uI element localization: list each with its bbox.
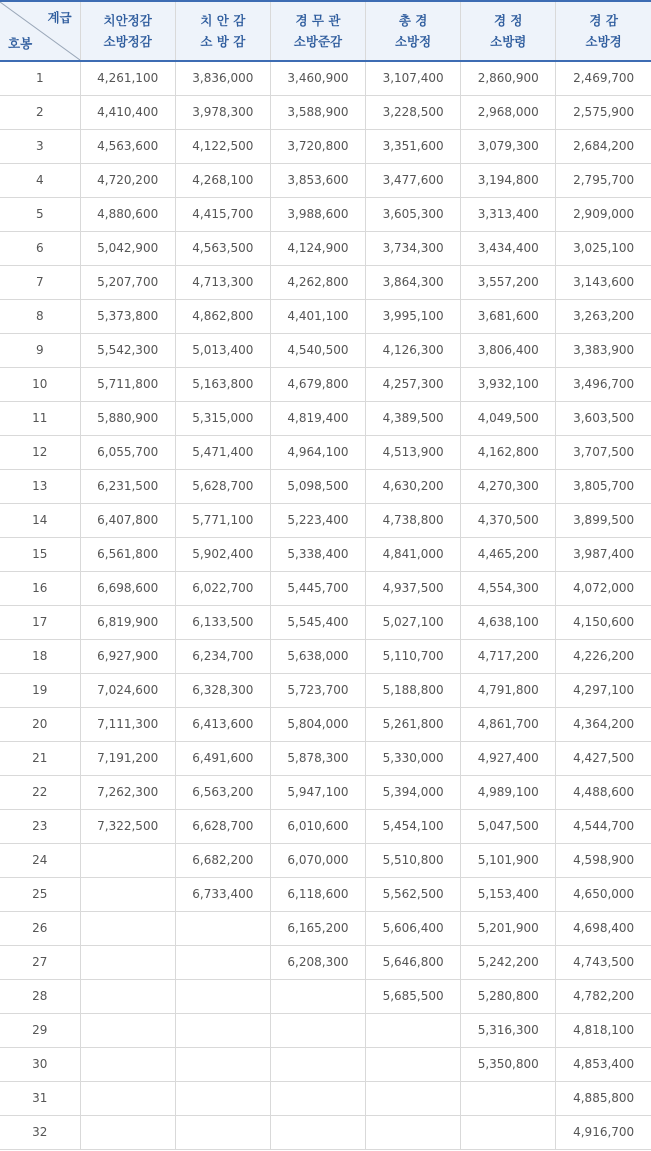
salary-cell: 4,226,200 [556,639,651,673]
salary-cell: 4,861,700 [461,707,556,741]
salary-cell: 4,072,000 [556,571,651,605]
table-row [0,503,651,537]
salary-cell [80,843,175,877]
salary-cell: 5,338,400 [270,537,365,571]
salary-cell: 6,070,000 [270,843,365,877]
table-row [0,537,651,571]
salary-cell: 3,987,400 [556,537,651,571]
salary-cell: 5,350,800 [461,1047,556,1081]
step-cell: 8 [0,299,80,333]
corner-header-cell [0,1,80,61]
table-row [0,741,651,775]
salary-cell: 4,782,200 [556,979,651,1013]
salary-cell: 5,445,700 [270,571,365,605]
salary-cell [366,1081,461,1115]
salary-cell: 5,280,800 [461,979,556,1013]
table-row [0,1013,651,1047]
salary-cell: 5,880,900 [80,401,175,435]
salary-cell: 3,681,600 [461,299,556,333]
salary-cell [80,911,175,945]
table-row [0,639,651,673]
step-cell: 15 [0,537,80,571]
salary-cell: 4,122,500 [175,129,270,163]
salary-cell: 6,733,400 [175,877,270,911]
salary-cell [80,1047,175,1081]
salary-cell [366,1013,461,1047]
salary-cell [270,1013,365,1047]
salary-cell: 7,262,300 [80,775,175,809]
salary-cell: 5,711,800 [80,367,175,401]
column-header-1 [80,1,175,61]
salary-cell: 4,415,700 [175,197,270,231]
salary-cell: 5,242,200 [461,945,556,979]
salary-cell: 5,153,400 [461,877,556,911]
salary-cell: 4,540,500 [270,333,365,367]
salary-cell: 4,268,100 [175,163,270,197]
salary-cell: 4,297,100 [556,673,651,707]
salary-cell: 6,010,600 [270,809,365,843]
salary-cell: 3,588,900 [270,95,365,129]
column-header-fire-rank: 소방정 [394,34,432,49]
salary-cell: 4,544,700 [556,809,651,843]
salary-cell: 6,819,900 [80,605,175,639]
column-header-4 [366,1,461,61]
salary-cell: 5,471,400 [175,435,270,469]
salary-cell: 3,853,600 [270,163,365,197]
salary-cell: 4,465,200 [461,537,556,571]
step-label: 호봉 [8,36,33,51]
salary-cell: 3,899,500 [556,503,651,537]
salary-cell [80,1081,175,1115]
salary-cell [80,877,175,911]
salary-cell: 3,194,800 [461,163,556,197]
salary-cell [80,1013,175,1047]
step-cell: 5 [0,197,80,231]
table-row [0,1081,651,1115]
table-row [0,231,651,265]
salary-cell: 2,795,700 [556,163,651,197]
salary-cell: 4,162,800 [461,435,556,469]
salary-cell: 5,947,100 [270,775,365,809]
salary-cell: 3,978,300 [175,95,270,129]
salary-cell: 5,646,800 [366,945,461,979]
salary-cell: 3,434,400 [461,231,556,265]
salary-cell [80,945,175,979]
salary-cell: 3,263,200 [556,299,651,333]
salary-cell: 4,427,500 [556,741,651,775]
salary-cell: 3,383,900 [556,333,651,367]
salary-cell: 4,841,000 [366,537,461,571]
salary-cell: 6,927,900 [80,639,175,673]
salary-cell: 5,510,800 [366,843,461,877]
table-row [0,163,651,197]
salary-cell: 5,723,700 [270,673,365,707]
step-cell: 16 [0,571,80,605]
salary-cell: 6,682,200 [175,843,270,877]
salary-cell: 5,542,300 [80,333,175,367]
salary-cell [270,1047,365,1081]
salary-cell: 4,638,100 [461,605,556,639]
table-row [0,129,651,163]
salary-cell: 5,394,000 [366,775,461,809]
step-cell: 23 [0,809,80,843]
salary-cell: 3,720,800 [270,129,365,163]
salary-cell: 3,806,400 [461,333,556,367]
salary-cell: 3,107,400 [366,61,461,95]
salary-cell: 6,022,700 [175,571,270,605]
column-header-police-rank: 경 무 관 [295,13,341,28]
salary-cell [175,1047,270,1081]
salary-cell: 2,860,900 [461,61,556,95]
salary-cell [366,1115,461,1149]
step-cell: 6 [0,231,80,265]
salary-cell: 6,328,300 [175,673,270,707]
salary-cell: 2,684,200 [556,129,651,163]
salary-cell: 3,557,200 [461,265,556,299]
column-header-2 [175,1,270,61]
salary-cell: 5,685,500 [366,979,461,1013]
salary-cell: 2,469,700 [556,61,651,95]
salary-cell: 4,818,100 [556,1013,651,1047]
table-row [0,673,651,707]
salary-cell [175,1013,270,1047]
step-cell: 3 [0,129,80,163]
salary-cell: 6,133,500 [175,605,270,639]
column-header-police-rank: 치 안 감 [200,13,246,28]
salary-cell: 5,606,400 [366,911,461,945]
salary-cell: 3,605,300 [366,197,461,231]
salary-cell: 5,638,000 [270,639,365,673]
table-row [0,367,651,401]
step-cell: 7 [0,265,80,299]
salary-cell: 4,630,200 [366,469,461,503]
table-row [0,877,651,911]
salary-cell: 4,364,200 [556,707,651,741]
table-row [0,843,651,877]
salary-cell: 3,932,100 [461,367,556,401]
salary-cell: 6,491,600 [175,741,270,775]
table-row [0,197,651,231]
salary-cell: 4,150,600 [556,605,651,639]
table-row [0,707,651,741]
salary-cell [270,1115,365,1149]
salary-cell: 5,042,900 [80,231,175,265]
salary-cell [175,979,270,1013]
salary-cell: 3,228,500 [366,95,461,129]
step-cell: 14 [0,503,80,537]
salary-cell: 5,771,100 [175,503,270,537]
salary-cell: 3,460,900 [270,61,365,95]
salary-cell: 5,454,100 [366,809,461,843]
salary-cell: 4,270,300 [461,469,556,503]
salary-cell: 5,562,500 [366,877,461,911]
salary-cell: 4,410,400 [80,95,175,129]
table-row [0,1047,651,1081]
step-cell: 12 [0,435,80,469]
table-row [0,401,651,435]
step-cell: 27 [0,945,80,979]
salary-cell: 5,013,400 [175,333,270,367]
salary-cell: 4,819,400 [270,401,365,435]
table-row [0,979,651,1013]
salary-cell: 4,964,100 [270,435,365,469]
step-cell: 24 [0,843,80,877]
salary-cell: 4,257,300 [366,367,461,401]
table-body [0,61,651,1149]
salary-cell [366,1047,461,1081]
table-row [0,299,651,333]
table-row [0,95,651,129]
salary-cell: 6,698,600 [80,571,175,605]
salary-cell: 6,628,700 [175,809,270,843]
salary-cell: 4,513,900 [366,435,461,469]
salary-cell [175,1115,270,1149]
salary-cell: 5,373,800 [80,299,175,333]
step-cell: 18 [0,639,80,673]
table-row [0,1115,651,1149]
salary-cell: 4,862,800 [175,299,270,333]
column-header-police-rank: 치안정감 [103,13,152,28]
salary-cell: 4,554,300 [461,571,556,605]
table-row [0,809,651,843]
salary-cell [461,1081,556,1115]
salary-cell: 3,477,600 [366,163,461,197]
salary-cell: 4,937,500 [366,571,461,605]
step-cell: 10 [0,367,80,401]
table-header [0,1,651,61]
column-header-fire-rank: 소방경 [585,34,622,49]
salary-cell: 5,628,700 [175,469,270,503]
salary-cell: 5,163,800 [175,367,270,401]
salary-cell: 2,575,900 [556,95,651,129]
salary-cell: 5,261,800 [366,707,461,741]
salary-cell: 4,679,800 [270,367,365,401]
salary-cell: 4,488,600 [556,775,651,809]
table-row [0,265,651,299]
salary-cell: 3,079,300 [461,129,556,163]
salary-cell: 4,126,300 [366,333,461,367]
column-header-fire-rank: 소방정감 [103,34,152,49]
salary-cell: 3,025,100 [556,231,651,265]
salary-cell: 3,805,700 [556,469,651,503]
step-cell: 32 [0,1115,80,1149]
salary-cell [270,1081,365,1115]
step-cell: 28 [0,979,80,1013]
salary-cell: 3,836,000 [175,61,270,95]
salary-cell: 4,989,100 [461,775,556,809]
step-cell: 26 [0,911,80,945]
salary-cell: 3,707,500 [556,435,651,469]
step-cell: 4 [0,163,80,197]
column-header-police-rank: 총 경 [398,13,428,28]
salary-cell: 5,316,300 [461,1013,556,1047]
salary-cell: 2,968,000 [461,95,556,129]
salary-cell: 2,909,000 [556,197,651,231]
salary-cell: 4,261,100 [80,61,175,95]
table-row [0,435,651,469]
salary-cell: 5,110,700 [366,639,461,673]
step-cell: 20 [0,707,80,741]
step-cell: 13 [0,469,80,503]
table-row [0,333,651,367]
salary-cell: 5,330,000 [366,741,461,775]
salary-cell [175,945,270,979]
step-cell: 29 [0,1013,80,1047]
step-cell: 17 [0,605,80,639]
salary-cell: 6,563,200 [175,775,270,809]
step-cell: 11 [0,401,80,435]
salary-cell: 5,804,000 [270,707,365,741]
table-row [0,605,651,639]
step-cell: 21 [0,741,80,775]
salary-cell: 5,101,900 [461,843,556,877]
salary-cell: 4,370,500 [461,503,556,537]
salary-cell: 7,191,200 [80,741,175,775]
salary-cell: 4,598,900 [556,843,651,877]
salary-cell: 4,738,800 [366,503,461,537]
step-cell: 1 [0,61,80,95]
salary-cell: 3,351,600 [366,129,461,163]
column-header-5 [461,1,556,61]
salary-cell: 6,208,300 [270,945,365,979]
salary-cell: 3,864,300 [366,265,461,299]
table-row [0,775,651,809]
salary-cell: 5,315,000 [175,401,270,435]
salary-cell: 5,201,900 [461,911,556,945]
salary-cell: 4,717,200 [461,639,556,673]
salary-cell: 7,024,600 [80,673,175,707]
table-row [0,571,651,605]
salary-cell: 6,231,500 [80,469,175,503]
salary-cell: 5,545,400 [270,605,365,639]
step-cell: 25 [0,877,80,911]
salary-cell [80,979,175,1013]
header-row [0,1,651,61]
salary-cell: 5,207,700 [80,265,175,299]
step-cell: 9 [0,333,80,367]
salary-cell: 3,496,700 [556,367,651,401]
salary-cell: 4,720,200 [80,163,175,197]
salary-cell: 6,118,600 [270,877,365,911]
salary-cell: 4,713,300 [175,265,270,299]
salary-cell: 6,055,700 [80,435,175,469]
step-cell: 31 [0,1081,80,1115]
salary-cell: 5,188,800 [366,673,461,707]
salary-cell: 4,563,600 [80,129,175,163]
salary-cell: 3,988,600 [270,197,365,231]
column-header-3 [270,1,365,61]
salary-cell: 5,047,500 [461,809,556,843]
salary-cell: 4,698,400 [556,911,651,945]
table-row [0,911,651,945]
column-header-fire-rank: 소방준감 [293,34,343,49]
salary-cell: 5,902,400 [175,537,270,571]
salary-cell: 4,401,100 [270,299,365,333]
column-header-6 [556,1,651,61]
table-row [0,469,651,503]
salary-cell: 4,927,400 [461,741,556,775]
salary-cell: 7,322,500 [80,809,175,843]
salary-cell: 4,791,800 [461,673,556,707]
salary-cell: 4,916,700 [556,1115,651,1149]
salary-cell: 3,734,300 [366,231,461,265]
salary-cell: 6,234,700 [175,639,270,673]
salary-cell: 4,853,400 [556,1047,651,1081]
column-header-fire-rank: 소방령 [490,34,527,49]
salary-cell: 4,124,900 [270,231,365,265]
table-row [0,61,651,95]
salary-cell: 4,049,500 [461,401,556,435]
salary-cell: 6,165,200 [270,911,365,945]
salary-cell: 3,995,100 [366,299,461,333]
column-header-fire-rank: 소 방 감 [200,34,246,49]
salary-cell: 6,561,800 [80,537,175,571]
step-cell: 19 [0,673,80,707]
step-cell: 22 [0,775,80,809]
salary-cell [461,1115,556,1149]
salary-cell: 4,389,500 [366,401,461,435]
salary-cell: 4,563,500 [175,231,270,265]
salary-cell: 4,650,000 [556,877,651,911]
salary-cell: 7,111,300 [80,707,175,741]
table-row [0,945,651,979]
column-header-police-rank: 경 감 [589,13,618,28]
salary-cell: 4,880,600 [80,197,175,231]
salary-cell [175,911,270,945]
step-cell: 30 [0,1047,80,1081]
salary-cell: 6,413,600 [175,707,270,741]
salary-cell: 6,407,800 [80,503,175,537]
salary-cell: 5,027,100 [366,605,461,639]
salary-cell: 4,885,800 [556,1081,651,1115]
salary-cell: 3,313,400 [461,197,556,231]
salary-cell [175,1081,270,1115]
salary-cell: 3,143,600 [556,265,651,299]
column-header-police-rank: 경 정 [493,13,523,28]
salary-cell [80,1115,175,1149]
salary-cell: 5,223,400 [270,503,365,537]
step-cell: 2 [0,95,80,129]
grade-label: 계급 [47,10,72,25]
salary-cell: 4,743,500 [556,945,651,979]
salary-cell: 3,603,500 [556,401,651,435]
salary-cell: 5,098,500 [270,469,365,503]
salary-cell: 5,878,300 [270,741,365,775]
salary-cell [270,979,365,1013]
salary-cell: 4,262,800 [270,265,365,299]
